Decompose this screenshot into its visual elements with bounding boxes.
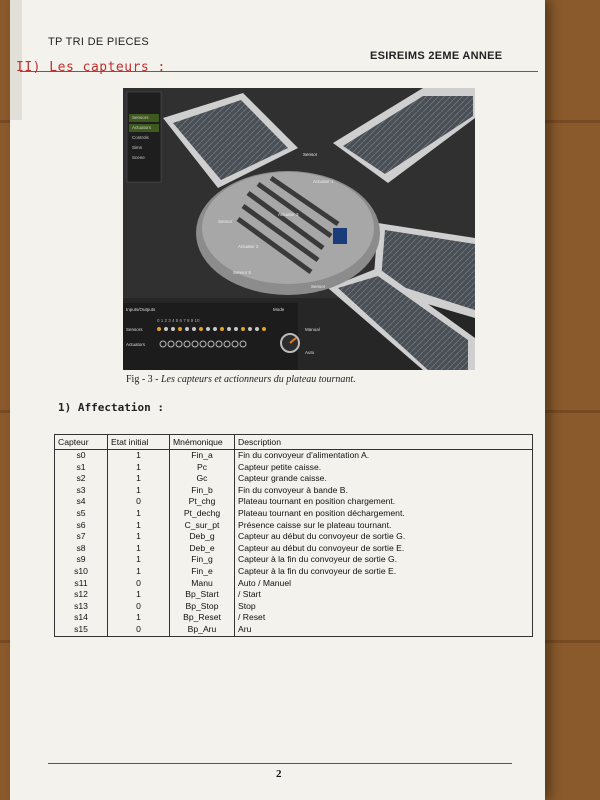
page-number: 2: [276, 768, 282, 780]
sensor-led: [192, 327, 196, 331]
mnemonic-cell: C_sur_pt: [170, 520, 235, 532]
description-cell: / Start: [235, 589, 533, 601]
description-cell: Auto / Manuel: [235, 578, 533, 590]
header-school: ESIREIMS 2EME ANNEE: [370, 50, 503, 62]
manual-label: Manual: [305, 327, 320, 332]
sensor-id-cell: s0: [55, 450, 108, 462]
sensor-label: Sensor: [303, 152, 318, 157]
description-cell: Plateau tournant en position chargement.: [235, 496, 533, 508]
actuators-row-label: Actuators: [126, 342, 146, 347]
mnemonic-cell: Manu: [170, 578, 235, 590]
sensor-id-cell: s9: [55, 554, 108, 566]
sensor-led: [206, 327, 210, 331]
initial-state-cell: 1: [108, 566, 170, 578]
mnemonic-cell: Bp_Stop: [170, 601, 235, 613]
sensor-led: [171, 327, 175, 331]
description-cell: Capteur à la fin du convoyeur de sortie E.: [235, 566, 533, 578]
sensor-id-cell: s2: [55, 473, 108, 485]
sensor-id-cell: s11: [55, 578, 108, 590]
description-cell: Stop: [235, 601, 533, 613]
table-row: [55, 508, 533, 520]
initial-state-cell: 1: [108, 450, 170, 462]
mnemonic-cell: Deb_g: [170, 531, 235, 543]
mnemonic-cell: Gc: [170, 473, 235, 485]
description-cell: Capteur petite caisse.: [235, 462, 533, 474]
sensor-id-cell: s3: [55, 485, 108, 497]
sensor-id-cell: s4: [55, 496, 108, 508]
sensor-led: [234, 327, 238, 331]
table-row: [55, 485, 533, 497]
table-row: [55, 531, 533, 543]
simulation-figure: [123, 88, 475, 370]
sensor-id-cell: s8: [55, 543, 108, 555]
table-row: [55, 566, 533, 578]
sensor-led: [241, 327, 245, 331]
mnemonic-cell: Deb_e: [170, 543, 235, 555]
initial-state-cell: 0: [108, 496, 170, 508]
mnemonic-cell: Fin_a: [170, 450, 235, 462]
sensor-label: Sensor: [218, 219, 233, 224]
table-row: [55, 624, 533, 636]
sensor-led: [220, 327, 224, 331]
column-header: Description: [235, 435, 533, 450]
table-header-row: [55, 435, 533, 450]
table-row: [55, 473, 533, 485]
sensor-led: [164, 327, 168, 331]
menu-item: Actuators: [132, 125, 152, 130]
column-header: Etat initial: [108, 435, 170, 450]
initial-state-cell: 0: [108, 601, 170, 613]
initial-state-cell: 1: [108, 612, 170, 624]
description-cell: Capteur au début du convoyeur de sortie G.: [235, 531, 533, 543]
description-cell: Capteur à la fin du convoyeur de sortie G.: [235, 554, 533, 566]
mnemonic-cell: Pt_chg: [170, 496, 235, 508]
table-row: [55, 601, 533, 613]
table-row: [55, 496, 533, 508]
mnemonic-cell: Fin_g: [170, 554, 235, 566]
actuator-label: Actuator 3: [278, 212, 299, 217]
mnemonic-cell: Bp_Reset: [170, 612, 235, 624]
initial-state-cell: 1: [108, 462, 170, 474]
table-row: [55, 520, 533, 532]
sensor-id-cell: s13: [55, 601, 108, 613]
mode-label: Mode: [273, 307, 285, 312]
mnemonic-cell: Fin_b: [170, 485, 235, 497]
menu-item: Sims: [132, 145, 142, 150]
mnemonic-cell: Pt_dechg: [170, 508, 235, 520]
actuator-label: Actuator 1: [313, 179, 334, 184]
sensor-id-cell: s5: [55, 508, 108, 520]
table-row: [55, 578, 533, 590]
sensor-led: [227, 327, 231, 331]
figure-caption: Fig - 3 - Les capteurs et actionneurs du plateau tournant.: [126, 374, 356, 385]
sensor-led: [199, 327, 203, 331]
simulation-scene: [123, 88, 475, 370]
sensor-label: Sensor 5: [233, 270, 252, 275]
initial-state-cell: 1: [108, 531, 170, 543]
subsection-title: 1) Affectation :: [58, 401, 164, 414]
sensor-id-cell: s6: [55, 520, 108, 532]
mnemonic-cell: Bp_Start: [170, 589, 235, 601]
initial-state-cell: 0: [108, 624, 170, 636]
menu-item: Controls: [132, 135, 149, 140]
description-cell: Capteur grande caisse.: [235, 473, 533, 485]
sensor-id-cell: s10: [55, 566, 108, 578]
sensor-led: [178, 327, 182, 331]
table-row: [55, 589, 533, 601]
box: [333, 228, 347, 244]
sensor-id-cell: s14: [55, 612, 108, 624]
sensor-id-cell: s15: [55, 624, 108, 636]
sensor-led: [262, 327, 266, 331]
initial-state-cell: 1: [108, 554, 170, 566]
description-cell: Aru: [235, 624, 533, 636]
initial-state-cell: 0: [108, 578, 170, 590]
sensor-id-cell: s1: [55, 462, 108, 474]
table-row: [55, 554, 533, 566]
description-cell: Présence caisse sur le plateau tournant.: [235, 520, 533, 532]
io-numbers: 0 1 2 3 4 5 6 7 8 9 10: [157, 318, 200, 323]
mnemonic-cell: Pc: [170, 462, 235, 474]
sensor-table: [54, 434, 533, 637]
menu-item: Sensors: [132, 115, 149, 120]
initial-state-cell: 1: [108, 589, 170, 601]
header-title: TP TRI DE PIECES: [48, 36, 149, 48]
description-cell: Fin du convoyeur à bande B.: [235, 485, 533, 497]
table-row: [55, 462, 533, 474]
initial-state-cell: 1: [108, 520, 170, 532]
sensor-id-cell: s12: [55, 589, 108, 601]
sensor-led: [185, 327, 189, 331]
sensor-led: [157, 327, 161, 331]
sensor-label: Sensor: [311, 284, 326, 289]
section-title: II) Les capteurs :: [16, 60, 166, 75]
io-panel: [123, 303, 298, 370]
initial-state-cell: 1: [108, 485, 170, 497]
table-row: [55, 543, 533, 555]
sensors-row-label: Sensors: [126, 327, 143, 332]
description-cell: / Reset: [235, 612, 533, 624]
table-row: [55, 612, 533, 624]
column-header: Mnémonique: [170, 435, 235, 450]
description-cell: Fin du convoyeur d'alimentation A.: [235, 450, 533, 462]
sensor-led: [248, 327, 252, 331]
table-row: [55, 450, 533, 462]
menu-item: Scene: [132, 155, 145, 160]
column-header: Capteur: [55, 435, 108, 450]
mnemonic-cell: Fin_e: [170, 566, 235, 578]
actuator-label: Actuator 2: [238, 244, 259, 249]
io-title: Inputs/Outputs: [126, 307, 156, 312]
auto-label: Auto: [305, 350, 315, 355]
sensor-led: [213, 327, 217, 331]
sensor-led: [255, 327, 259, 331]
initial-state-cell: 1: [108, 473, 170, 485]
initial-state-cell: 1: [108, 543, 170, 555]
description-cell: Capteur au début du convoyeur de sortie E.: [235, 543, 533, 555]
mnemonic-cell: Bp_Aru: [170, 624, 235, 636]
sensor-id-cell: s7: [55, 531, 108, 543]
document-page: [10, 0, 545, 800]
footer-rule: [48, 763, 512, 764]
description-cell: Plateau tournant en position déchargement.: [235, 508, 533, 520]
initial-state-cell: 1: [108, 508, 170, 520]
